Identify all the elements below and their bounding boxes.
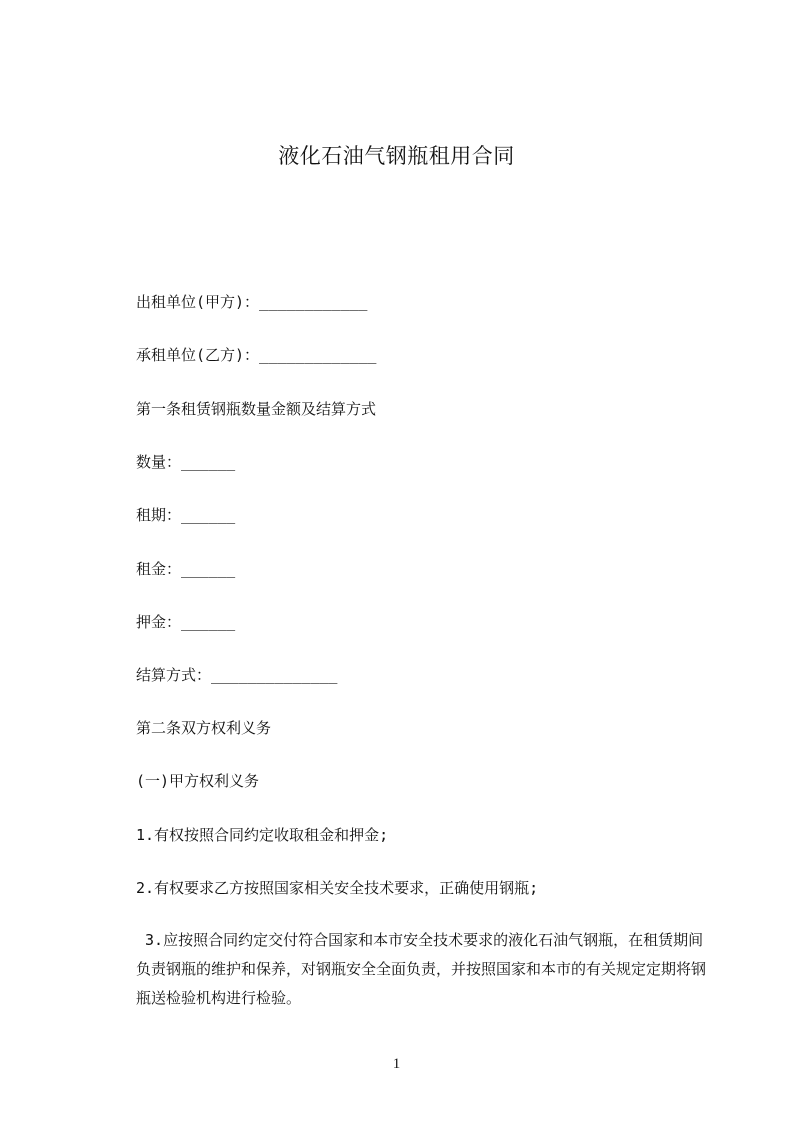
deposit-line: 押金：______ [136, 613, 236, 631]
lessee-line: 承租单位(乙方)：_____________ [136, 346, 377, 364]
lessor-line: 出租单位(甲方)：____________ [136, 293, 368, 311]
section-a-heading: (一)甲方权利义务 [136, 772, 260, 790]
clause-3: 3.应按照合同约定交付符合国家和本市安全技术要求的液化石油气钢瓶，在租赁期间负责钢瓶的维护和保养，对钢瓶安全全面负责，并按照国家和本市的有关规定定期将钢瓶送检验机构进行检验。 [136, 931, 707, 1007]
term-line: 租期：______ [136, 506, 236, 524]
page-number: 1 [392, 1056, 401, 1072]
document-title: 液化石油气钢瓶租用合同 [278, 144, 515, 168]
clause-2: 2.有权要求乙方按照国家相关安全技术要求，正确使用钢瓶; [136, 879, 539, 897]
article-2-heading: 第二条双方权利义务 [136, 719, 272, 737]
quantity-line: 数量：______ [136, 453, 236, 471]
clause-1: 1.有权按照合同约定收取租金和押金; [136, 826, 389, 844]
settlement-line: 结算方式：______________ [136, 666, 338, 684]
rent-line: 租金：______ [136, 560, 236, 578]
article-1-heading: 第一条租赁钢瓶数量金额及结算方式 [136, 400, 377, 418]
